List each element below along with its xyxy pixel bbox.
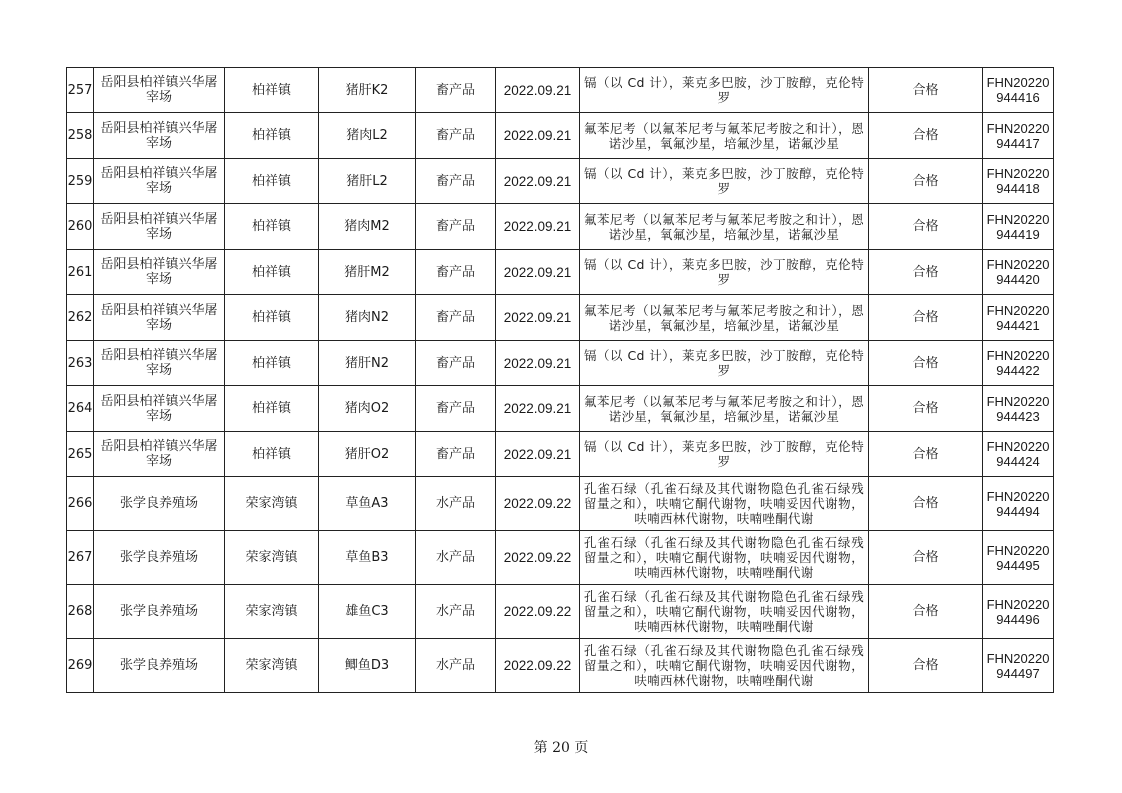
row-number-cell: 259 [67, 159, 94, 204]
sampling-date-cell: 2022.09.21 [496, 159, 580, 204]
row-number-cell: 257 [67, 68, 94, 113]
product-category-cell: 畜产品 [416, 113, 496, 159]
sampling-date-cell: 2022.09.21 [496, 432, 580, 477]
sample-code-cell: FHN20220944416 [983, 68, 1054, 113]
sample-name-cell: 猪肝K2 [319, 68, 416, 113]
town-cell: 柏祥镇 [225, 204, 319, 250]
row-number-cell: 258 [67, 113, 94, 159]
sample-code-cell: FHN20220944423 [983, 386, 1054, 432]
farm-name-cell: 张学良养殖场 [94, 639, 225, 693]
test-items-cell: 孔雀石绿（孔雀石绿及其代谢物隐色孔雀石绿残留量之和），呋喃它酮代谢物，呋喃妥因代谢物，呋喃西林代谢物，呋喃唑酮代谢 [580, 585, 869, 639]
town-cell: 柏祥镇 [225, 250, 319, 295]
product-category-cell: 畜产品 [416, 250, 496, 295]
sample-name-cell: 猪肉M2 [319, 204, 416, 250]
test-result-cell: 合格 [869, 341, 983, 386]
test-items-cell: 氟苯尼考（以氟苯尼考与氟苯尼考胺之和计），恩诺沙星，氧氟沙星，培氟沙星，诺氟沙星 [580, 295, 869, 341]
test-items-cell: 孔雀石绿（孔雀石绿及其代谢物隐色孔雀石绿残留量之和），呋喃它酮代谢物，呋喃妥因代谢物，呋喃西林代谢物，呋喃唑酮代谢 [580, 639, 869, 693]
town-cell: 荣家湾镇 [225, 531, 319, 585]
farm-name-cell: 岳阳县柏祥镇兴华屠宰场 [94, 386, 225, 432]
product-category-cell: 畜产品 [416, 295, 496, 341]
test-items-cell: 氟苯尼考（以氟苯尼考与氟苯尼考胺之和计），恩诺沙星，氧氟沙星，培氟沙星，诺氟沙星 [580, 204, 869, 250]
product-category-cell: 水产品 [416, 585, 496, 639]
test-items-cell: 孔雀石绿（孔雀石绿及其代谢物隐色孔雀石绿残留量之和），呋喃它酮代谢物，呋喃妥因代谢物，呋喃西林代谢物，呋喃唑酮代谢 [580, 477, 869, 531]
town-cell: 柏祥镇 [225, 341, 319, 386]
sample-name-cell: 草鱼B3 [319, 531, 416, 585]
farm-name-cell: 岳阳县柏祥镇兴华屠宰场 [94, 68, 225, 113]
sample-name-cell: 猪肝O2 [319, 432, 416, 477]
test-items-cell: 镉（以 Cd 计），莱克多巴胺，沙丁胺醇，克伦特罗 [580, 250, 869, 295]
town-cell: 柏祥镇 [225, 386, 319, 432]
farm-name-cell: 岳阳县柏祥镇兴华屠宰场 [94, 113, 225, 159]
sampling-date-cell: 2022.09.21 [496, 68, 580, 113]
test-items-cell: 镉（以 Cd 计），莱克多巴胺，沙丁胺醇，克伦特罗 [580, 432, 869, 477]
table-row [67, 204, 1054, 250]
row-number-cell: 264 [67, 386, 94, 432]
sampling-date-cell: 2022.09.22 [496, 639, 580, 693]
test-result-cell: 合格 [869, 159, 983, 204]
farm-name-cell: 岳阳县柏祥镇兴华屠宰场 [94, 295, 225, 341]
sample-code-cell: FHN20220944420 [983, 250, 1054, 295]
table-row [67, 341, 1054, 386]
row-number-cell: 268 [67, 585, 94, 639]
row-number-cell: 262 [67, 295, 94, 341]
test-result-cell: 合格 [869, 250, 983, 295]
sample-code-cell: FHN20220944494 [983, 477, 1054, 531]
table-row [67, 295, 1054, 341]
test-items-cell: 镉（以 Cd 计），莱克多巴胺，沙丁胺醇，克伦特罗 [580, 159, 869, 204]
row-number-cell: 263 [67, 341, 94, 386]
product-category-cell: 水产品 [416, 639, 496, 693]
row-number-cell: 265 [67, 432, 94, 477]
test-result-cell: 合格 [869, 295, 983, 341]
test-result-cell: 合格 [869, 585, 983, 639]
row-number-cell: 269 [67, 639, 94, 693]
table-row [67, 250, 1054, 295]
table-row [67, 113, 1054, 159]
table-row [67, 639, 1054, 693]
sampling-date-cell: 2022.09.22 [496, 531, 580, 585]
row-number-cell: 261 [67, 250, 94, 295]
test-result-cell: 合格 [869, 531, 983, 585]
town-cell: 柏祥镇 [225, 432, 319, 477]
row-number-cell: 267 [67, 531, 94, 585]
product-category-cell: 水产品 [416, 477, 496, 531]
sampling-date-cell: 2022.09.21 [496, 386, 580, 432]
sample-name-cell: 草鱼A3 [319, 477, 416, 531]
sample-name-cell: 雄鱼C3 [319, 585, 416, 639]
product-category-cell: 畜产品 [416, 68, 496, 113]
sampling-date-cell: 2022.09.21 [496, 295, 580, 341]
sample-code-cell: FHN20220944424 [983, 432, 1054, 477]
test-result-cell: 合格 [869, 386, 983, 432]
sampling-date-cell: 2022.09.22 [496, 477, 580, 531]
table-row [67, 386, 1054, 432]
farm-name-cell: 张学良养殖场 [94, 531, 225, 585]
inspection-results-table [66, 67, 1054, 693]
town-cell: 荣家湾镇 [225, 585, 319, 639]
town-cell: 柏祥镇 [225, 159, 319, 204]
sample-code-cell: FHN20220944418 [983, 159, 1054, 204]
product-category-cell: 畜产品 [416, 386, 496, 432]
sample-name-cell: 猪肝N2 [319, 341, 416, 386]
farm-name-cell: 张学良养殖场 [94, 477, 225, 531]
table-row [67, 432, 1054, 477]
sampling-date-cell: 2022.09.21 [496, 341, 580, 386]
sample-name-cell: 猪肉O2 [319, 386, 416, 432]
row-number-cell: 260 [67, 204, 94, 250]
sampling-date-cell: 2022.09.21 [496, 250, 580, 295]
farm-name-cell: 岳阳县柏祥镇兴华屠宰场 [94, 204, 225, 250]
product-category-cell: 畜产品 [416, 432, 496, 477]
farm-name-cell: 岳阳县柏祥镇兴华屠宰场 [94, 159, 225, 204]
sample-code-cell: FHN20220944497 [983, 639, 1054, 693]
sampling-date-cell: 2022.09.22 [496, 585, 580, 639]
page-number: 第 20 页 [533, 740, 589, 756]
town-cell: 柏祥镇 [225, 113, 319, 159]
test-result-cell: 合格 [869, 113, 983, 159]
table-row [67, 585, 1054, 639]
town-cell: 荣家湾镇 [225, 477, 319, 531]
test-result-cell: 合格 [869, 639, 983, 693]
farm-name-cell: 张学良养殖场 [94, 585, 225, 639]
test-items-cell: 氟苯尼考（以氟苯尼考与氟苯尼考胺之和计），恩诺沙星，氧氟沙星，培氟沙星，诺氟沙星 [580, 386, 869, 432]
table-row [67, 68, 1054, 113]
test-result-cell: 合格 [869, 68, 983, 113]
sample-code-cell: FHN20220944496 [983, 585, 1054, 639]
sample-name-cell: 猪肝L2 [319, 159, 416, 204]
test-result-cell: 合格 [869, 477, 983, 531]
product-category-cell: 畜产品 [416, 341, 496, 386]
sample-code-cell: FHN20220944421 [983, 295, 1054, 341]
sample-name-cell: 猪肉N2 [319, 295, 416, 341]
town-cell: 柏祥镇 [225, 295, 319, 341]
product-category-cell: 水产品 [416, 531, 496, 585]
sample-name-cell: 猪肝M2 [319, 250, 416, 295]
test-items-cell: 镉（以 Cd 计），莱克多巴胺，沙丁胺醇，克伦特罗 [580, 341, 869, 386]
test-items-cell: 镉（以 Cd 计），莱克多巴胺，沙丁胺醇，克伦特罗 [580, 68, 869, 113]
farm-name-cell: 岳阳县柏祥镇兴华屠宰场 [94, 341, 225, 386]
sample-name-cell: 鲫鱼D3 [319, 639, 416, 693]
table-body [67, 68, 1054, 693]
test-result-cell: 合格 [869, 204, 983, 250]
town-cell: 荣家湾镇 [225, 639, 319, 693]
sampling-date-cell: 2022.09.21 [496, 113, 580, 159]
test-result-cell: 合格 [869, 432, 983, 477]
sample-name-cell: 猪肉L2 [319, 113, 416, 159]
farm-name-cell: 岳阳县柏祥镇兴华屠宰场 [94, 250, 225, 295]
town-cell: 柏祥镇 [225, 68, 319, 113]
sample-code-cell: FHN20220944495 [983, 531, 1054, 585]
farm-name-cell: 岳阳县柏祥镇兴华屠宰场 [94, 432, 225, 477]
table-row [67, 477, 1054, 531]
sample-code-cell: FHN20220944419 [983, 204, 1054, 250]
sampling-date-cell: 2022.09.21 [496, 204, 580, 250]
table-row [67, 159, 1054, 204]
product-category-cell: 畜产品 [416, 204, 496, 250]
product-category-cell: 畜产品 [416, 159, 496, 204]
row-number-cell: 266 [67, 477, 94, 531]
sample-code-cell: FHN20220944417 [983, 113, 1054, 159]
sample-code-cell: FHN20220944422 [983, 341, 1054, 386]
test-items-cell: 孔雀石绿（孔雀石绿及其代谢物隐色孔雀石绿残留量之和），呋喃它酮代谢物，呋喃妥因代谢物，呋喃西林代谢物，呋喃唑酮代谢 [580, 531, 869, 585]
table-row [67, 531, 1054, 585]
test-items-cell: 氟苯尼考（以氟苯尼考与氟苯尼考胺之和计），恩诺沙星，氧氟沙星，培氟沙星，诺氟沙星 [580, 113, 869, 159]
